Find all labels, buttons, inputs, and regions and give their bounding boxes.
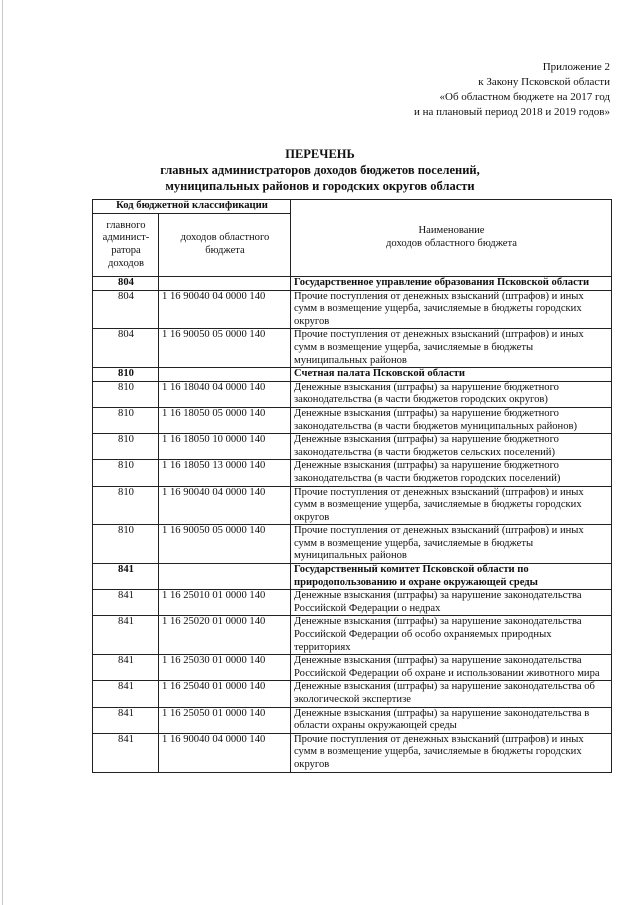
table-row	[93, 407, 612, 433]
admin-code-cell: 841	[93, 707, 159, 733]
revenue-administrators-table	[92, 199, 612, 773]
revenue-name-cell: Денежные взыскания (штрафы) за нарушение законодательства об экологической экспертизе	[291, 681, 612, 707]
revenue-code-cell	[159, 368, 291, 382]
admin-code-cell: 810	[93, 460, 159, 486]
revenue-code-cell: 1 16 90050 05 0000 140	[159, 329, 291, 368]
header-name-line: Наименование	[418, 225, 485, 237]
header-regional-revenue-code: доходов областного бюджета	[159, 214, 291, 277]
admin-code-cell: 810	[93, 381, 159, 407]
admin-code-cell: 810	[93, 525, 159, 564]
administrator-row	[93, 564, 612, 590]
appendix-line: и на плановый период 2018 и 2019 годов»	[413, 106, 610, 118]
admin-code-cell: 804	[93, 329, 159, 368]
revenue-code-cell: 1 16 25010 01 0000 140	[159, 590, 291, 616]
header-chief-administrator	[93, 214, 159, 277]
revenue-name-cell: Государственное управление образования Псковской области	[291, 277, 612, 291]
title-line: муниципальных районов и городских округов области	[165, 179, 475, 193]
admin-code-cell: 841	[93, 564, 159, 590]
revenue-name-cell: Прочие поступления от денежных взысканий (штрафов) и иных сумм в возмещение ущерба, зачисляемые в бюджеты городских округов	[291, 486, 612, 525]
header-revenue-name	[291, 200, 612, 277]
revenue-name-cell: Счетная палата Псковской области	[291, 368, 612, 382]
revenue-code-cell: 1 16 18050 10 0000 140	[159, 434, 291, 460]
appendix-line: к Закону Псковской области	[478, 76, 610, 88]
appendix-line: «Об областном бюджете на 2017 год	[439, 91, 610, 103]
title-line: ПЕРЕЧЕНЬ	[285, 147, 355, 161]
table-row	[93, 707, 612, 733]
revenue-name-cell: Прочие поступления от денежных взысканий (штрафов) и иных сумм в возмещение ущерба, зачисляемые в бюджеты муниципальных районов	[291, 329, 612, 368]
table-row	[93, 329, 612, 368]
revenue-name-cell: Денежные взыскания (штрафы) за нарушение бюджетного законодательства (в части бюджетов сельских поселений)	[291, 434, 612, 460]
header-admin-line: админист-	[102, 232, 150, 244]
table-row	[93, 525, 612, 564]
revenue-name-cell: Прочие поступления от денежных взысканий (штрафов) и иных сумм в возмещение ущерба, зачисляемые в бюджеты городских округов	[291, 290, 612, 329]
revenue-name-cell: Государственный комитет Псковской области по природопользованию и охране окружающей среды	[291, 564, 612, 590]
table-row	[93, 733, 612, 772]
admin-code-cell: 841	[93, 733, 159, 772]
admin-code-cell: 804	[93, 277, 159, 291]
table-row	[93, 381, 612, 407]
table-row	[93, 434, 612, 460]
revenue-name-cell: Прочие поступления от денежных взысканий (штрафов) и иных сумм в возмещение ущерба, зачисляемые в бюджеты муниципальных районов	[291, 525, 612, 564]
revenue-name-cell: Денежные взыскания (штрафы) за нарушение законодательства Российской Федерации о недрах	[291, 590, 612, 616]
revenue-code-cell: 1 16 18050 13 0000 140	[159, 460, 291, 486]
admin-code-cell: 841	[93, 590, 159, 616]
table-row	[93, 655, 612, 681]
revenue-code-cell: 1 16 18050 05 0000 140	[159, 407, 291, 433]
table-row	[93, 616, 612, 655]
scan-edge	[2, 0, 3, 905]
admin-code-cell: 841	[93, 616, 159, 655]
revenue-code-cell	[159, 277, 291, 291]
admin-code-cell: 810	[93, 434, 159, 460]
table-header-row	[93, 200, 612, 214]
admin-code-cell: 810	[93, 368, 159, 382]
admin-code-cell: 841	[93, 681, 159, 707]
revenue-name-cell: Денежные взыскания (штрафы) за нарушение бюджетного законодательства (в части бюджетов городских поселений)	[291, 460, 612, 486]
table-row	[93, 486, 612, 525]
admin-code-cell: 841	[93, 655, 159, 681]
revenue-name-cell: Прочие поступления от денежных взысканий (штрафов) и иных сумм в возмещение ущерба, зачисляемые в бюджеты городских округов	[291, 733, 612, 772]
admin-code-cell: 810	[93, 407, 159, 433]
revenue-name-cell: Денежные взыскания (штрафы) за нарушение бюджетного законодательства (в части бюджетов муниципальных районов)	[291, 407, 612, 433]
table-row	[93, 590, 612, 616]
admin-code-cell: 810	[93, 486, 159, 525]
admin-code-cell: 804	[93, 290, 159, 329]
revenue-code-cell: 1 16 90040 04 0000 140	[159, 290, 291, 329]
revenue-name-cell: Денежные взыскания (штрафы) за нарушение законодательства в области охраны окружающей среды	[291, 707, 612, 733]
appendix-note	[414, 60, 610, 120]
revenue-code-cell: 1 16 25050 01 0000 140	[159, 707, 291, 733]
revenue-code-cell: 1 16 90040 04 0000 140	[159, 486, 291, 525]
revenue-code-cell	[159, 564, 291, 590]
revenue-code-cell: 1 16 25030 01 0000 140	[159, 655, 291, 681]
administrator-row	[93, 368, 612, 382]
header-admin-line: ратора	[111, 245, 141, 256]
title-line: главных администраторов доходов бюджетов поселений,	[160, 163, 480, 177]
header-admin-line: главного	[106, 219, 146, 231]
appendix-line: Приложение 2	[542, 61, 610, 73]
revenue-code-cell: 1 16 25040 01 0000 140	[159, 681, 291, 707]
revenue-name-cell: Денежные взыскания (штрафы) за нарушение законодательства Российской Федерации об особо охраняемых природных территориях	[291, 616, 612, 655]
revenue-code-cell: 1 16 90050 05 0000 140	[159, 525, 291, 564]
revenue-name-cell: Денежные взыскания (штрафы) за нарушение бюджетного законодательства (в части бюджетов городских округов)	[291, 381, 612, 407]
table-row	[93, 460, 612, 486]
document-title	[0, 146, 640, 194]
revenue-code-cell: 1 16 90040 04 0000 140	[159, 733, 291, 772]
table-row	[93, 681, 612, 707]
revenue-code-cell: 1 16 18040 04 0000 140	[159, 381, 291, 407]
header-name-line: доходов областного бюджета	[386, 238, 517, 249]
header-classification-code: Код бюджетной классификации	[93, 200, 291, 214]
header-admin-line: доходов	[108, 257, 144, 269]
revenue-name-cell: Денежные взыскания (штрафы) за нарушение законодательства Российской Федерации об охране и использовании животного мира	[291, 655, 612, 681]
table-row	[93, 290, 612, 329]
administrator-row	[93, 277, 612, 291]
revenue-code-cell: 1 16 25020 01 0000 140	[159, 616, 291, 655]
